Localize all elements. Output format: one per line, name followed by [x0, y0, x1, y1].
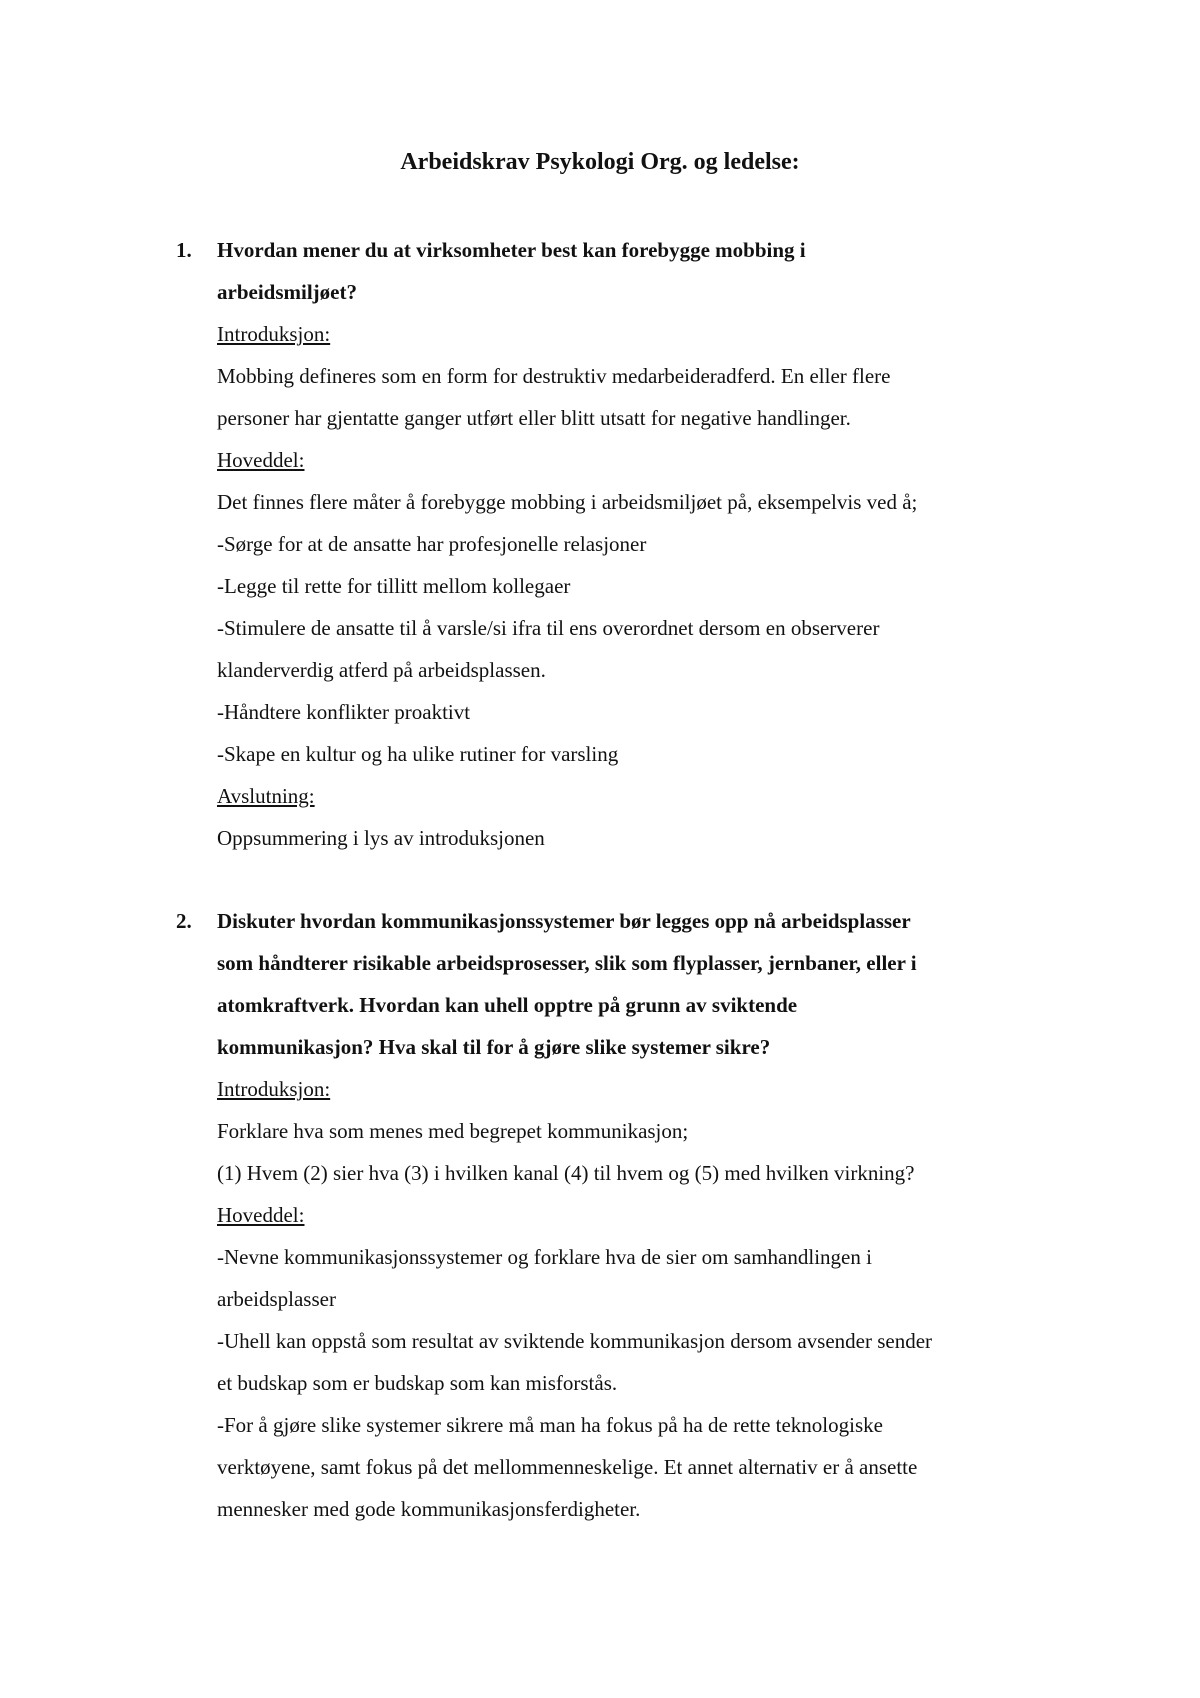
- question-2-intro-line: Forklare hva som menes med begrepet kommunikasjon;: [217, 1119, 689, 1143]
- question-2-line: som håndterer risikable arbeidsprosesser, slik som flyplasser, jernbaner, eller i: [217, 951, 917, 975]
- question-1-intro-line: Mobbing defineres som en form for destruktiv medarbeideradferd. En eller flere: [217, 364, 891, 388]
- question-1-block: [217, 229, 1077, 859]
- question-1-conclusion-line: Oppsummering i lys av introduksjonen: [217, 826, 545, 850]
- question-2-main-line: arbeidsplasser: [217, 1287, 336, 1311]
- question-2-main-line: et budskap som er budskap som kan misforstås.: [217, 1371, 618, 1395]
- question-2-intro-line: (1) Hvem (2) sier hva (3) i hvilken kanal (4) til hvem og (5) med hvilken virkning?: [217, 1161, 915, 1185]
- question-2-main-heading: Hoveddel:: [217, 1203, 305, 1227]
- question-1-main-line: -Håndtere konflikter proaktivt: [217, 700, 471, 724]
- question-2-line: Diskuter hvordan kommunikasjonssystemer bør legges opp nå arbeidsplasser: [217, 909, 911, 933]
- question-2-block: [217, 900, 1077, 1530]
- question-2-number: 2.: [176, 909, 192, 933]
- question-1-main-line: -Legge til rette for tillitt mellom kollegaer: [217, 574, 571, 598]
- page-title: Arbeidskrav Psykologi Org. og ledelse:: [400, 149, 800, 175]
- question-1-main-line: Det finnes flere måter å forebygge mobbing i arbeidsmiljøet på, eksempelvis ved å;: [217, 490, 918, 514]
- question-2-main-line: mennesker med gode kommunikasjonsferdigheter.: [217, 1497, 641, 1521]
- question-1-number: 1.: [176, 238, 192, 262]
- question-2-line: atomkraftverk. Hvordan kan uhell opptre på grunn av sviktende: [217, 993, 798, 1017]
- question-1-main-line: -Skape en kultur og ha ulike rutiner for varsling: [217, 742, 619, 766]
- question-2-main-line: verktøyene, samt fokus på det mellommenneskelige. Et annet alternativ er å ansette: [217, 1455, 918, 1479]
- question-1-main-heading: Hoveddel:: [217, 448, 305, 472]
- question-1-main-line: klanderverdig atferd på arbeidsplassen.: [217, 658, 546, 682]
- question-1-main-line: -Stimulere de ansatte til å varsle/si ifra til ens overordnet dersom en observerer: [217, 616, 880, 640]
- question-2-line: kommunikasjon? Hva skal til for å gjøre slike systemer sikre?: [217, 1035, 771, 1059]
- question-1-intro-line: personer har gjentatte ganger utført eller blitt utsatt for negative handlinger.: [217, 406, 851, 430]
- question-1-line: arbeidsmiljøet?: [217, 280, 357, 304]
- question-1-main-line: -Sørge for at de ansatte har profesjonelle relasjoner: [217, 532, 647, 556]
- question-2-main-line: -For å gjøre slike systemer sikrere må man ha fokus på ha de rette teknologiske: [217, 1413, 883, 1437]
- question-1-intro-heading: Introduksjon:: [217, 322, 331, 346]
- question-2-main-line: -Uhell kan oppstå som resultat av sviktende kommunikasjon dersom avsender sender: [217, 1329, 933, 1353]
- question-2-intro-heading: Introduksjon:: [217, 1077, 331, 1101]
- question-1-line: Hvordan mener du at virksomheter best kan forebygge mobbing i: [217, 238, 806, 262]
- question-2-main-line: -Nevne kommunikasjonssystemer og forklare hva de sier om samhandlingen i: [217, 1245, 872, 1269]
- question-1-conclusion-heading: Avslutning:: [217, 784, 315, 808]
